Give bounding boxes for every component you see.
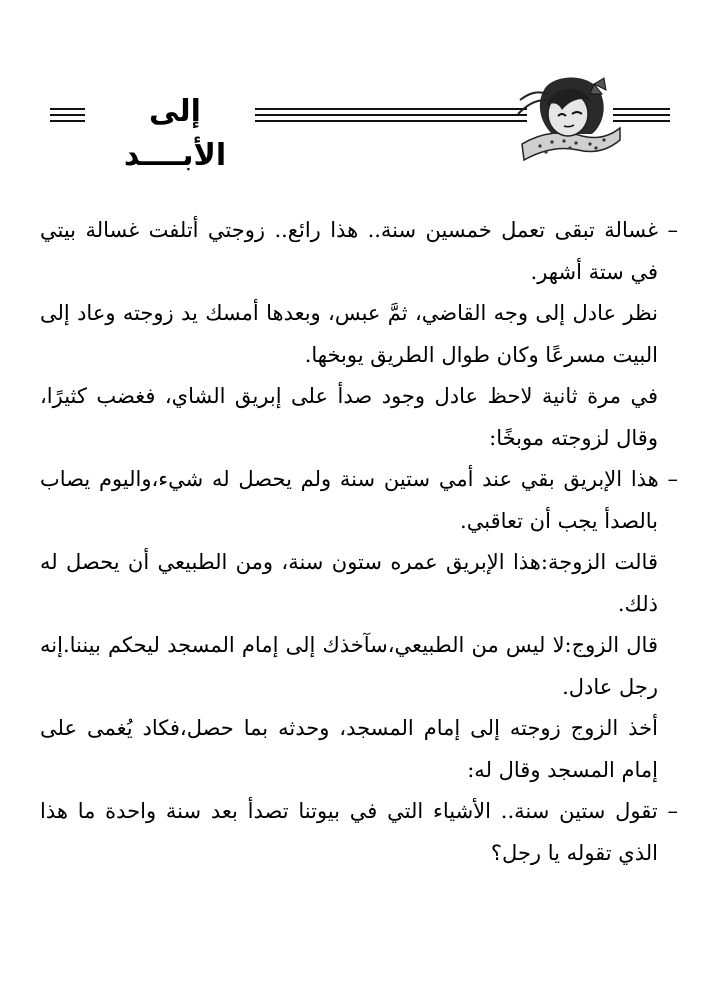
- decorative-rule-right: [613, 108, 670, 122]
- paragraph-narration-1: نظر عادل إلى وجه القاضي، ثمَّ عبس، وبعدها أمسك يد زوجته وعاد إلى البيت مسرعًا وكان طوال الطريق يوبخها.: [40, 301, 658, 367]
- decorative-rule-left: [50, 108, 85, 122]
- paragraph-dialog-3: – تقول ستين سنة.. الأشياء التي في بيوتنا تصدأ بعد سنة واحدة ما هذا الذي تقوله يا رجل؟: [40, 799, 678, 865]
- chapter-title: إلى الأبــــد: [123, 94, 227, 173]
- chapter-header: [50, 62, 670, 172]
- decorative-rule-middle: [255, 108, 527, 122]
- paragraph-narration-3: قالت الزوجة:هذا الإبريق عمره ستون سنة، ومن الطبيعي أن يحصل له ذلك.: [40, 550, 658, 616]
- paragraph-narration-2: في مرة ثانية لاحظ عادل وجود صدأ على إبريق الشاي، فغضب كثيرًا، وقال لزوجته موبخًا:: [40, 384, 658, 450]
- girl-mascot-illustration: [512, 70, 622, 166]
- paragraph-narration-5: أخذ الزوج زوجته إلى إمام المسجد، وحدثه بما حصل،فكاد يُغمى على إمام المسجد وقال له:: [40, 716, 658, 782]
- story-text: [40, 210, 678, 874]
- paragraph-dialog-2: – هذا الإبريق بقي عند أمي ستين سنة ولم يحصل له شيء،واليوم يصاب بالصدأ يجب أن تعاقبي.: [40, 467, 678, 533]
- paragraph-dialog-1: – غسالة تبقى تعمل خمسين سنة.. هذا رائع.. زوجتي أتلفت غسالة بيتي في ستة أشهر.: [40, 218, 678, 284]
- paragraph-narration-4: قال الزوج:لا ليس من الطبيعي،سآخذك إلى إمام المسجد ليحكم بيننا.إنه رجل عادل.: [40, 633, 658, 699]
